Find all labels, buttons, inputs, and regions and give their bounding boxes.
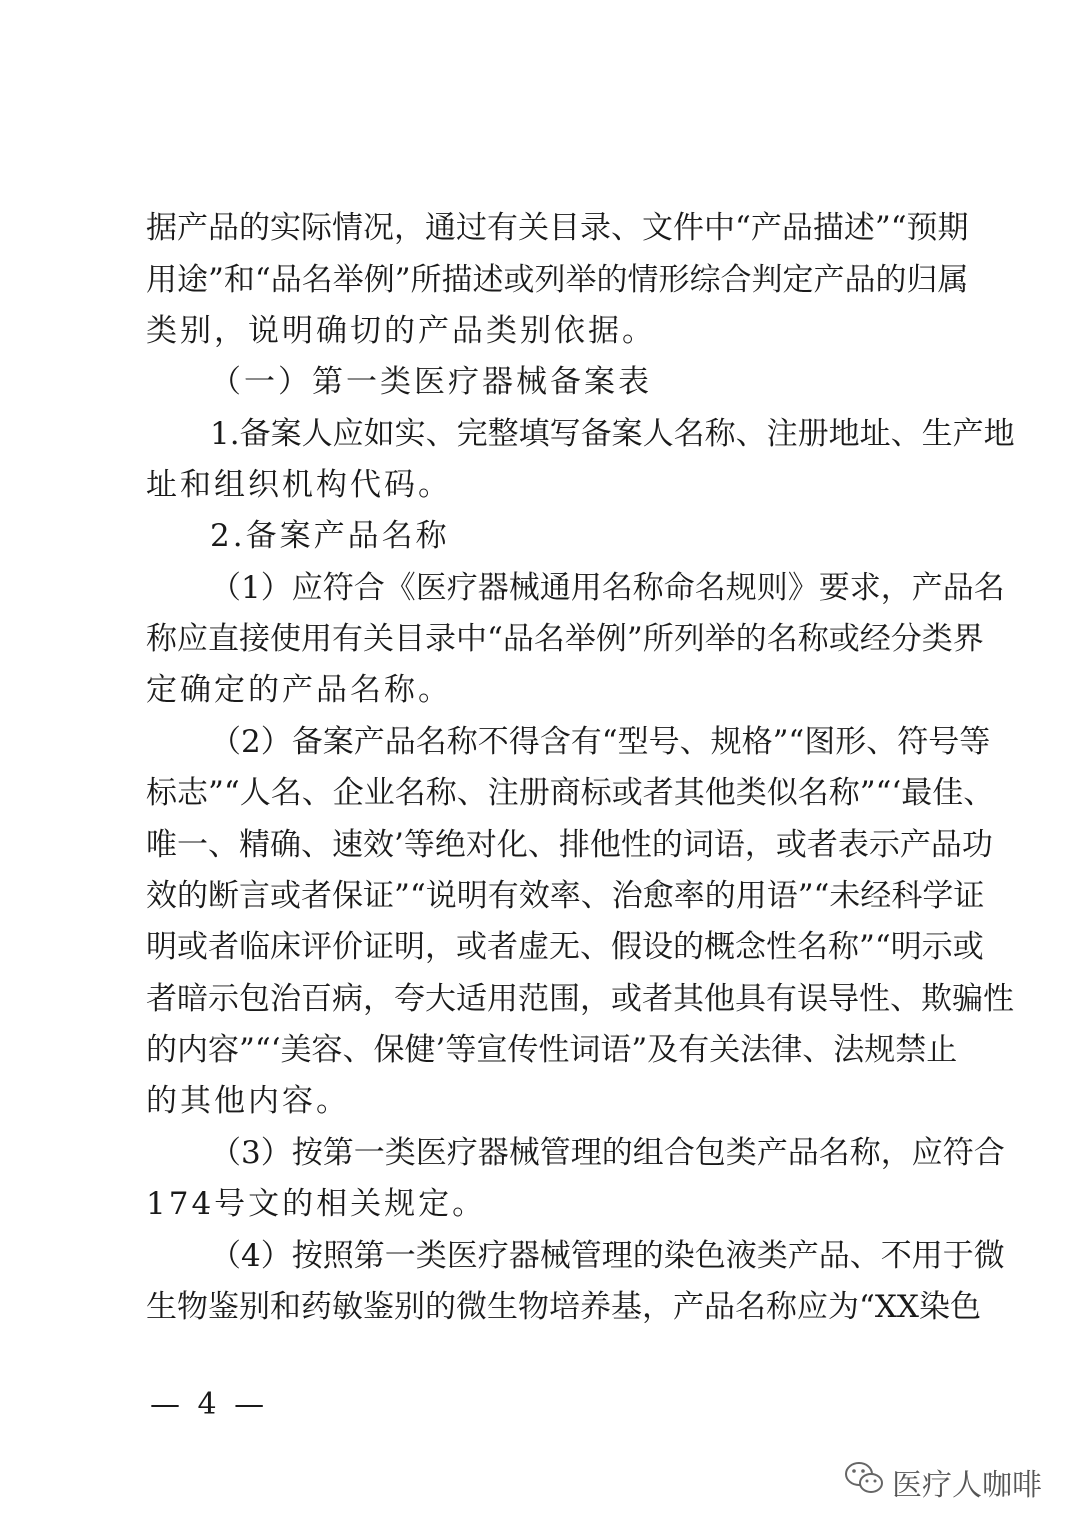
wechat-icon [844,1461,884,1503]
text-line: （1）应符合《医疗器械通用名称命名规则》要求，产品名 [210,570,1005,606]
page-number: — 4 — [150,1387,269,1422]
text-line: 址和组织机构代码。 [146,467,452,503]
text-line: 称应直接使用有关目录中“品名举例”所列举的名称或经分类界 [146,621,984,657]
text-line: 的其他内容。 [146,1083,350,1119]
text-line: 者暗示包治百病，夸大适用范围，或者其他具有误导性、欺骗性 [146,981,1014,1017]
text-line: 2.备案产品名称 [210,518,450,554]
text-line: 唯一、精确、速效’等绝对化、排他性的词语，或者表示产品功 [146,827,993,863]
text-line: 类别，说明确切的产品类别依据。 [146,313,656,349]
watermark [844,1460,1042,1504]
watermark-text: 医疗人咖啡 [892,1468,1042,1503]
text-line: 效的断言或者保证”“说明有效率、治愈率的用语”“未经科学证 [146,878,985,914]
text-line: 定确定的产品名称。 [146,672,452,708]
text-line: 174号文的相关规定。 [146,1186,487,1222]
text-line: 明或者临床评价证明，或者虚无、假设的概念性名称”“明示或 [146,929,984,965]
text-line: （4）按照第一类医疗器械管理的染色液类产品、不用于微 [210,1238,1005,1274]
text-line: 用途”和“品名举例”所描述或列举的情形综合判定产品的归属 [146,262,969,298]
text-line: 生物鉴别和药敏鉴别的微生物培养基，产品名称应为“XX染色 [146,1289,981,1325]
text-line: （2）备案产品名称不得含有“型号、规格”“图形、符号等 [210,724,991,760]
text-line: 标志”“人名、企业名称、注册商标或者其他类似名称”“‘最佳、 [146,775,995,811]
text-line: 据产品的实际情况，通过有关目录、文件中“产品描述”“预期 [146,210,969,246]
text-line: （一）第一类医疗器械备案表 [210,364,652,400]
text-line: （3）按第一类医疗器械管理的组合包类产品名称，应符合 [210,1135,1005,1171]
text-line: 1.备案人应如实、完整填写备案人名称、注册地址、生产地 [210,416,1015,452]
text-line: 的内容”“‘美容、保健’等宣传性词语”及有关法律、法规禁止 [146,1032,958,1068]
